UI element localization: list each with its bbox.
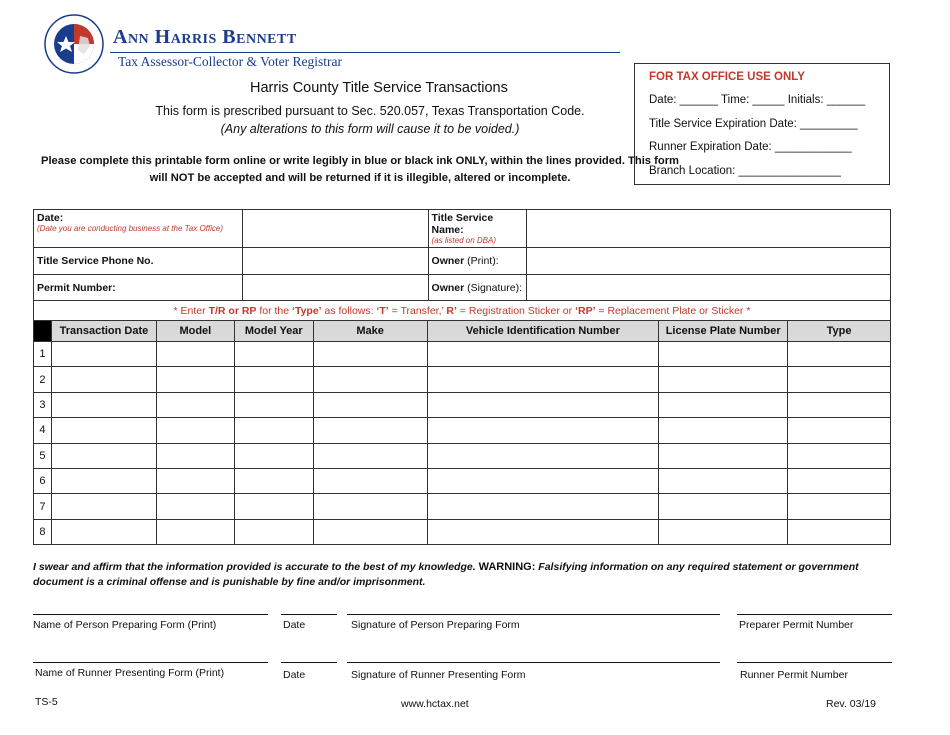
- type-note-text-6: = Replacement Plate or Sticker *: [595, 305, 751, 317]
- date-field[interactable]: [242, 210, 428, 248]
- title-service-name-label: Title Service Name:: [431, 212, 494, 236]
- runner-signature-label: Signature of Runner Presenting Form: [351, 669, 526, 681]
- owner-signature-label: Owner: [431, 281, 465, 294]
- row-number: 2: [34, 367, 52, 392]
- owner-print-field[interactable]: [527, 248, 891, 275]
- model-cell[interactable]: [156, 342, 234, 367]
- office-date-time-initials: Date: ______ Time: _____ Initials: ______: [649, 94, 866, 106]
- model-year-cell[interactable]: [234, 519, 313, 544]
- model-cell[interactable]: [156, 443, 234, 468]
- row-number: 3: [34, 392, 52, 417]
- revision-date: Rev. 03/19: [826, 698, 877, 710]
- transaction-date-cell[interactable]: [51, 443, 156, 468]
- make-cell[interactable]: [313, 468, 427, 493]
- row-number: 6: [34, 468, 52, 493]
- column-header-transaction-date: Transaction Date: [51, 321, 156, 342]
- row-number: 1: [34, 342, 52, 367]
- model-year-cell[interactable]: [234, 418, 313, 443]
- warning-label: WARNING:: [478, 561, 536, 573]
- model-year-cell[interactable]: [234, 494, 313, 519]
- type-note-bold-2: ‘Type’: [292, 305, 322, 317]
- make-cell[interactable]: [313, 418, 427, 443]
- owner-print-suffix: (Print):: [464, 255, 499, 267]
- date-label-cell: [34, 210, 243, 248]
- type-note-bold-4: R’: [446, 305, 457, 317]
- type-note-text-1: * Enter: [173, 305, 209, 317]
- vin-cell[interactable]: [427, 468, 659, 493]
- license-plate-cell[interactable]: [659, 418, 788, 443]
- vin-cell[interactable]: [427, 418, 659, 443]
- phone-field[interactable]: [242, 248, 428, 275]
- row-number: 4: [34, 418, 52, 443]
- license-plate-cell[interactable]: [659, 519, 788, 544]
- type-cell[interactable]: [788, 519, 891, 544]
- transaction-date-cell[interactable]: [51, 392, 156, 417]
- title-service-info-table: [33, 209, 891, 322]
- type-cell[interactable]: [788, 342, 891, 367]
- make-cell[interactable]: [313, 519, 427, 544]
- office-use-title: FOR TAX OFFICE USE ONLY: [649, 71, 805, 83]
- transaction-date-cell[interactable]: [51, 519, 156, 544]
- preparer-name-label: Name of Person Preparing Form (Print): [33, 619, 217, 631]
- preparer-permit-line[interactable]: [737, 614, 892, 615]
- vin-cell[interactable]: [427, 367, 659, 392]
- table-row: [34, 519, 891, 544]
- type-code-note: [34, 301, 891, 322]
- column-header-vin: Vehicle Identification Number: [427, 321, 659, 342]
- column-header-model: Model: [156, 321, 234, 342]
- preparer-permit-label: Preparer Permit Number: [739, 619, 854, 631]
- make-cell[interactable]: [313, 392, 427, 417]
- title-service-name-field[interactable]: [527, 210, 891, 248]
- preparer-signature-line[interactable]: [347, 614, 720, 615]
- county-seal-logo: [44, 14, 104, 74]
- vin-cell[interactable]: [427, 443, 659, 468]
- type-cell[interactable]: [788, 367, 891, 392]
- alteration-warning: (Any alterations to this form will cause it to be voided.): [220, 122, 520, 136]
- preparer-date-label: Date: [283, 619, 306, 631]
- instructions-text: Please complete this printable form online or write legibly in blue or black ink ONLY, within the lines provided. This form will NOT be accepted and will be returned if it is illegible, altered or incomplete.: [40, 155, 679, 184]
- title-service-name-label-cell: [428, 210, 527, 248]
- model-cell[interactable]: [156, 392, 234, 417]
- type-note-bold-5: ‘RP’: [575, 305, 596, 317]
- vin-cell[interactable]: [427, 494, 659, 519]
- tax-office-use-box: [634, 63, 890, 185]
- transaction-date-cell[interactable]: [51, 367, 156, 392]
- date-hint: (Date you are conducting business at the Tax Office): [37, 224, 224, 233]
- model-cell[interactable]: [156, 519, 234, 544]
- runner-name-line[interactable]: [33, 662, 268, 663]
- permit-label-cell: [34, 275, 243, 301]
- table-row: [34, 494, 891, 519]
- license-plate-cell[interactable]: [659, 468, 788, 493]
- vin-cell[interactable]: [427, 392, 659, 417]
- preparer-signature-label: Signature of Person Preparing Form: [351, 619, 520, 631]
- row-number: 7: [34, 494, 52, 519]
- make-cell[interactable]: [313, 342, 427, 367]
- column-header-type: Type: [788, 321, 891, 342]
- table-row: [34, 443, 891, 468]
- office-title-service-expiration: Title Service Expiration Date: _________: [649, 117, 858, 130]
- affirmation-text: I swear and affirm that the information provided is accurate to the best of my knowledge.: [33, 561, 479, 573]
- type-cell[interactable]: [788, 418, 891, 443]
- transactions-table: [33, 320, 891, 545]
- runner-date-line[interactable]: [281, 662, 337, 663]
- runner-date-label: Date: [283, 669, 306, 681]
- affirmation-statement: [33, 560, 893, 590]
- runner-signature-line[interactable]: [347, 662, 720, 663]
- transaction-date-cell[interactable]: [51, 468, 156, 493]
- office-runner-expiration: Runner Expiration Date: ____________: [649, 141, 852, 153]
- permit-field[interactable]: [242, 275, 428, 301]
- owner-signature-field[interactable]: [527, 275, 891, 301]
- owner-signature-suffix: (Signature):: [464, 281, 522, 294]
- transaction-date-cell[interactable]: [51, 342, 156, 367]
- license-plate-cell[interactable]: [659, 367, 788, 392]
- license-plate-cell[interactable]: [659, 443, 788, 468]
- model-year-cell[interactable]: [234, 443, 313, 468]
- form-id: TS-5: [35, 696, 58, 708]
- model-cell[interactable]: [156, 468, 234, 493]
- prescribed-text: This form is prescribed pursuant to Sec. 520.057, Texas Transportation Code.: [155, 104, 585, 118]
- license-plate-cell[interactable]: [659, 494, 788, 519]
- column-header-make: Make: [313, 321, 427, 342]
- model-year-cell[interactable]: [234, 392, 313, 417]
- runner-permit-label: Runner Permit Number: [740, 669, 848, 681]
- license-plate-cell[interactable]: [659, 342, 788, 367]
- row-number: 5: [34, 443, 52, 468]
- table-row: [34, 392, 891, 417]
- runner-permit-line[interactable]: [737, 662, 892, 663]
- make-cell[interactable]: [313, 494, 427, 519]
- table-row: [34, 367, 891, 392]
- warning-text: Falsifying information on any required statement or government document is a criminal offense and is punishable by fine and/or imprisonment.: [33, 561, 859, 588]
- type-cell[interactable]: [788, 468, 891, 493]
- model-cell[interactable]: [156, 367, 234, 392]
- permit-label: Permit Number:: [37, 281, 116, 294]
- column-header-license-plate: License Plate Number: [659, 321, 788, 342]
- phone-label-cell: [34, 248, 243, 275]
- assessor-name: Ann Harris Bennett: [113, 26, 297, 48]
- preparer-date-line[interactable]: [281, 614, 337, 615]
- form-title: Harris County Title Service Transactions: [250, 80, 508, 96]
- runner-name-label: Name of Runner Presenting Form (Print): [35, 667, 225, 679]
- type-cell[interactable]: [788, 494, 891, 519]
- model-year-cell[interactable]: [234, 342, 313, 367]
- type-note-text-4: = Transfer,’: [388, 305, 447, 317]
- preparer-name-line[interactable]: [33, 614, 268, 615]
- model-cell[interactable]: [156, 418, 234, 443]
- type-note-text-5: = Registration Sticker or: [456, 305, 576, 317]
- table-row: [34, 342, 891, 367]
- website-link[interactable]: www.hctax.net: [401, 698, 469, 710]
- assessor-title: Tax Assessor-Collector & Voter Registrar: [118, 54, 343, 69]
- owner-signature-label-cell: [428, 275, 527, 301]
- make-cell[interactable]: [313, 443, 427, 468]
- transaction-date-cell[interactable]: [51, 494, 156, 519]
- type-note-bold-1: T/R or RP: [208, 305, 257, 317]
- date-label: Date:: [37, 212, 64, 224]
- header-divider: [110, 52, 620, 53]
- owner-print-label-cell: [428, 248, 527, 275]
- table-row: [34, 418, 891, 443]
- column-header-model-year: Model Year: [234, 321, 313, 342]
- model-cell[interactable]: [156, 494, 234, 519]
- model-year-cell[interactable]: [234, 468, 313, 493]
- transaction-date-cell[interactable]: [51, 418, 156, 443]
- title-service-name-hint: (as listed on DBA): [431, 236, 496, 245]
- type-cell[interactable]: [788, 443, 891, 468]
- owner-print-label: Owner: [431, 255, 465, 267]
- type-note-bold-3: ‘T’: [376, 305, 389, 317]
- type-note-text-2: for the: [256, 305, 293, 317]
- model-year-cell[interactable]: [234, 367, 313, 392]
- row-number: 8: [34, 519, 52, 544]
- make-cell[interactable]: [313, 367, 427, 392]
- table-row: [34, 468, 891, 493]
- vin-cell[interactable]: [427, 519, 659, 544]
- type-note-text-3: as follows:: [321, 305, 377, 317]
- office-branch-location: Branch Location: ________________: [649, 164, 841, 177]
- type-cell[interactable]: [788, 392, 891, 417]
- row-number-header: [34, 321, 52, 342]
- license-plate-cell[interactable]: [659, 392, 788, 417]
- phone-label: Title Service Phone No.: [37, 255, 154, 267]
- vin-cell[interactable]: [427, 342, 659, 367]
